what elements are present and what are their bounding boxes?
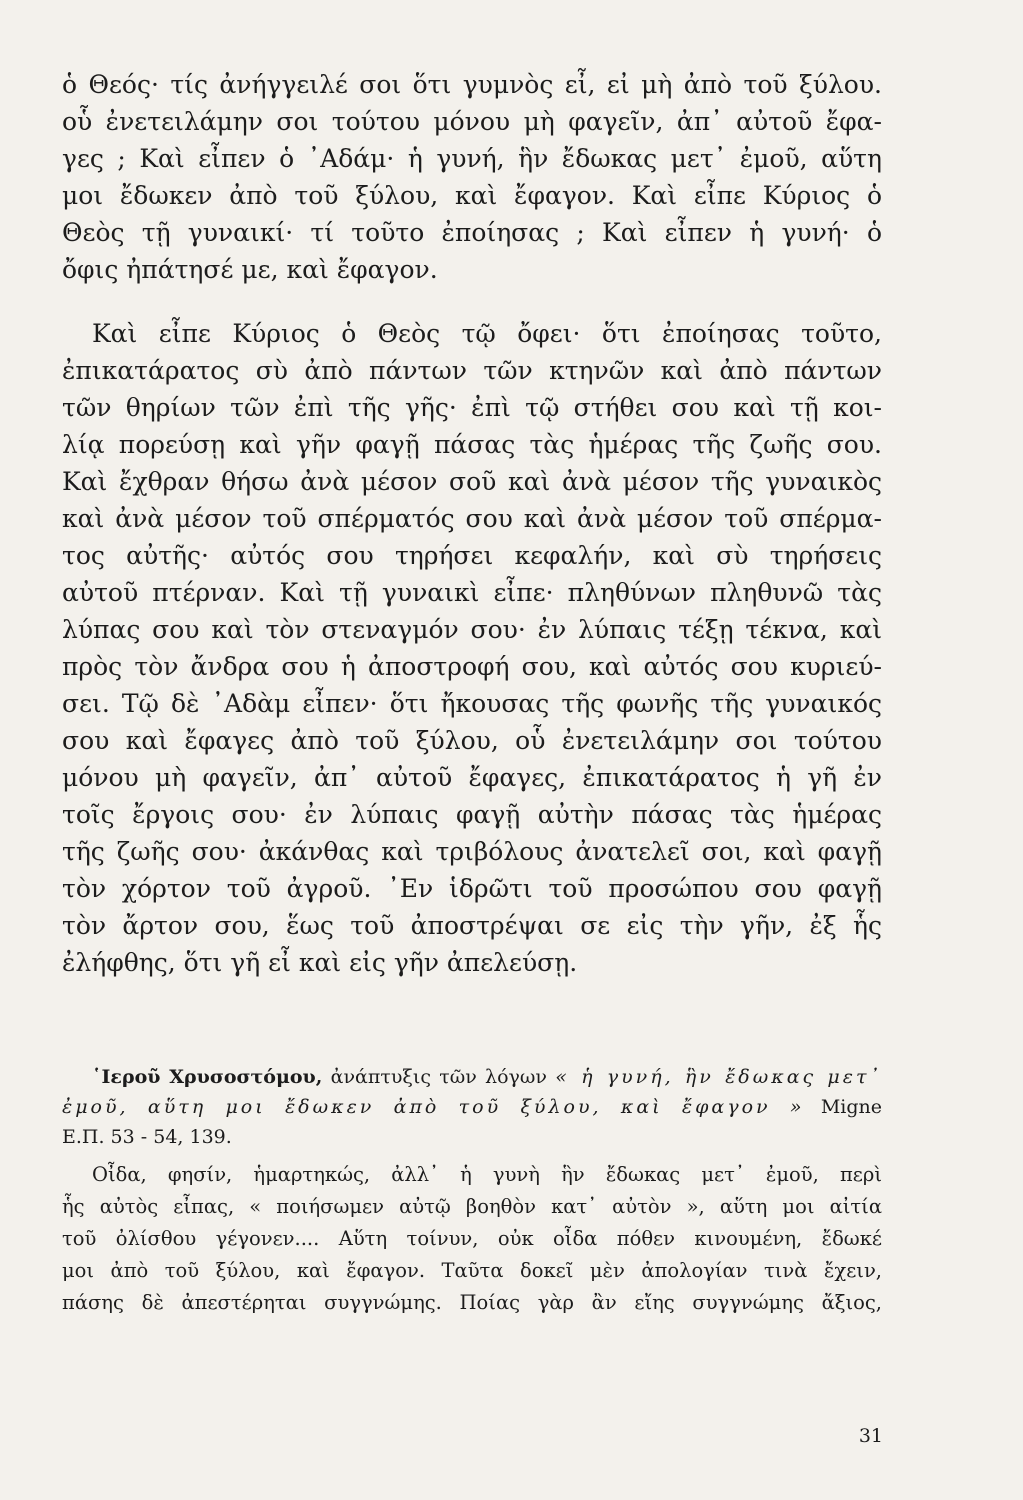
text-line: τῆς ζωῆς σου· ἀκάνθας καὶ τριβόλους ἀνατελεῖ σοι, καὶ φαγῇ	[62, 837, 882, 866]
citation-quote: ἐμοῦ, αὕτη μοι ἔδωκεν ἀπὸ τοῦ ξύλου, καὶ ἔφαγον »	[62, 1096, 805, 1118]
text-line: αὐτοῦ πτέρναν. Καὶ τῇ γυναικὶ εἶπε· πληθύνων πληθυνῶ τὰς	[62, 578, 882, 607]
text-line: γες ; Καὶ εἶπεν ὁ ᾿Αδάμ· ἡ γυνή, ἣν ἔδωκας μετ᾿ ἐμοῦ, αὕτη	[62, 144, 882, 173]
citation-author: ῾Ιεροῦ Χρυσοστόμου,	[92, 1066, 323, 1088]
citation-reference: Ε.Π. 53 - 54, 139.	[62, 1126, 232, 1148]
text-line: τὸν ἄρτον σου, ἕως τοῦ ἀποστρέψαι σε εἰς τὴν γῆν, ἐξ ἧς	[62, 911, 882, 940]
text-line: σει. Τῷ δὲ ᾿Αδὰμ εἶπεν· ὅτι ἤκουσας τῆς φωνῆς τῆς γυναικός	[62, 689, 882, 718]
citation-source: Migne	[820, 1096, 882, 1118]
text-line: τὸν χόρτον τοῦ ἀγροῦ. ᾿Εν ἱδρῶτι τοῦ προσώπου σου φαγῇ	[62, 874, 882, 903]
text-line: λύπας σου καὶ τὸν στεναγμόν σου· ἐν λύπαις τέξῃ τέκνα, καὶ	[62, 615, 882, 644]
commentary-line: μοι ἀπὸ τοῦ ξύλου, καὶ ἔφαγον. Ταῦτα δοκεῖ μὲν ἀπολογίαν τινὰ ἔχειν,	[62, 1259, 882, 1282]
text-line: ἐλήφθης, ὅτι γῆ εἶ καὶ εἰς γῆν ἀπελεύσῃ.	[62, 948, 578, 977]
text-line: καὶ ἀνὰ μέσον τοῦ σπέρματός σου καὶ ἀνὰ μέσον τοῦ σπέρμα-	[62, 504, 882, 533]
text-line: λίᾳ πορεύσῃ καὶ γῆν φαγῇ πάσας τὰς ἡμέρας τῆς ζωῆς σου.	[62, 430, 882, 459]
text-line: οὗ ἐνετειλάμην σοι τούτου μόνου μὴ φαγεῖν, ἀπ᾿ αὐτοῦ ἔφα-	[62, 107, 882, 136]
commentary-line: ἧς αὐτὸς εἶπας, « ποιήσωμεν αὐτῷ βοηθὸν κατ᾿ αὐτὸν », αὕτη μοι αἰτία	[62, 1195, 882, 1218]
commentary-line: τοῦ ὀλίσθου γέγονεν.... Αὕτη τοίνυν, οὐκ οἶδα πόθεν κινουμένη, ἔδωκέ	[62, 1227, 882, 1250]
commentary-line: Οἶδα, φησίν, ἡμαρτηκώς, ἀλλ᾿ ἡ γυνὴ ἣν ἔδωκας μετ᾿ ἐμοῦ, περὶ	[92, 1163, 882, 1186]
text-line: μόνου μὴ φαγεῖν, ἀπ᾿ αὐτοῦ ἔφαγες, ἐπικατάρατος ἡ γῆ ἐν	[62, 763, 882, 792]
text-line: Θεὸς τῇ γυναικί· τί τοῦτο ἐποίησας ; Καὶ εἶπεν ἡ γυνή· ὁ	[62, 218, 882, 247]
text-line: Καὶ ἔχθραν θήσω ἀνὰ μέσον σοῦ καὶ ἀνὰ μέσον τῆς γυναικὸς	[62, 467, 882, 496]
text-line: τος αὐτῆς· αὐτός σου τηρήσει κεφαλήν, καὶ σὺ τηρήσεις	[62, 541, 882, 570]
page-number: 31	[858, 1425, 883, 1447]
text-line: μοι ἔδωκεν ἀπὸ τοῦ ξύλου, καὶ ἔφαγον. Καὶ εἶπε Κύριος ὁ	[62, 181, 882, 210]
citation-quote: « ἡ γυνή, ἣν ἔδωκας μετ᾿	[555, 1066, 882, 1088]
text-line: Καὶ εἶπε Κύριος ὁ Θεὸς τῷ ὄφει· ὅτι ἐποίησας τοῦτο,	[92, 319, 882, 348]
text-line: ὄφις ἠπάτησέ με, καὶ ἔφαγον.	[62, 255, 438, 284]
citation-line	[92, 1064, 882, 1090]
text-line: ὁ Θεός· τίς ἀνήγγειλέ σοι ὅτι γυμνὸς εἶ, εἰ μὴ ἀπὸ τοῦ ξύλου.	[62, 70, 882, 99]
citation-lead: ἀνάπτυξις τῶν λόγων	[330, 1066, 547, 1088]
citation-line	[62, 1094, 882, 1120]
text-line: τοῖς ἔργοις σου· ἐν λύπαις φαγῇ αὐτὴν πάσας τὰς ἡμέρας	[62, 800, 882, 829]
text-line: σου καὶ ἔφαγες ἀπὸ τοῦ ξύλου, οὗ ἐνετειλάμην σοι τούτου	[62, 726, 882, 755]
text-line: τῶν θηρίων τῶν ἐπὶ τῆς γῆς· ἐπὶ τῷ στήθει σου καὶ τῇ κοι-	[62, 393, 882, 422]
text-line: ἐπικατάρατος σὺ ἀπὸ πάντων τῶν κτηνῶν καὶ ἀπὸ πάντων	[62, 356, 882, 385]
text-line: πρὸς τὸν ἄνδρα σου ἡ ἀποστροφή σου, καὶ αὐτός σου κυριεύ-	[62, 652, 882, 681]
commentary-line: πάσης δὲ ἀπεστέρηται συγγνώμης. Ποίας γὰρ ἂν εἴης συγγνώμης ἄξιος,	[62, 1291, 882, 1314]
